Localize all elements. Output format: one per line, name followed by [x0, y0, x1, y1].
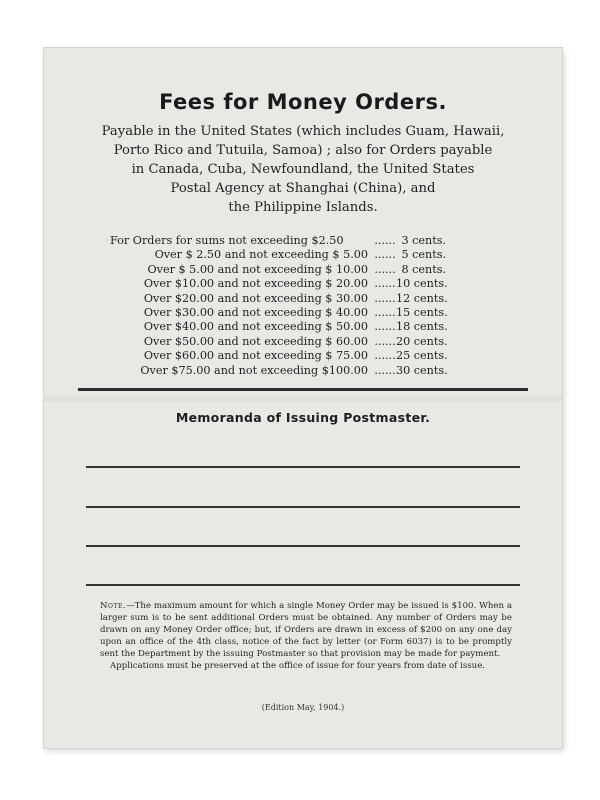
- paper-fold: [44, 393, 562, 405]
- fee-schedule: [110, 234, 460, 378]
- fee-row: [110, 364, 460, 378]
- fee-range: Over $ 5.00 and not exceeding $ 10.00: [147, 262, 368, 276]
- memo-writing-line: [86, 466, 520, 468]
- fee-range: Over $50.00 and not exceeding $ 60.00: [143, 334, 368, 348]
- money-order-form: [44, 48, 562, 748]
- fee-range: For Orders for sums not exceeding $2.50: [110, 234, 344, 247]
- page-title: Fees for Money Orders.: [159, 90, 447, 114]
- fee-amount: 15 cents.: [396, 306, 448, 320]
- fee-leader: ......: [374, 234, 396, 247]
- fee-amount: 12 cents.: [396, 291, 448, 305]
- fee-amount: 10 cents.: [396, 277, 448, 291]
- fee-range: Over $40.00 and not exceeding $ 50.00: [143, 320, 368, 334]
- fee-leader: ......: [374, 334, 396, 348]
- fee-leader: ......: [374, 306, 396, 320]
- fee-row: [110, 263, 460, 277]
- fee-row: [110, 335, 460, 349]
- fee-leader: ......: [374, 363, 396, 377]
- intro-line: in Canada, Cuba, Newfoundland, the United States: [131, 162, 475, 177]
- intro-line: the Philippine Islands.: [228, 200, 378, 215]
- fee-range: Over $60.00 and not exceeding $ 75.00: [143, 349, 368, 363]
- fee-row: [110, 277, 460, 291]
- memo-writing-line: [86, 584, 520, 586]
- fee-range: Over $ 2.50 and not exceeding $ 5.00: [154, 248, 368, 262]
- intro-paragraph: [74, 122, 532, 217]
- memo-writing-line: [86, 545, 520, 547]
- fee-amount: 8 cents.: [401, 262, 446, 276]
- edition-line: (Edition May, 1904.): [261, 703, 345, 712]
- fee-row: [110, 349, 460, 363]
- fee-amount: 20 cents.: [396, 334, 448, 348]
- fee-range: Over $75.00 and not exceeding $100.00: [140, 363, 368, 377]
- intro-line: Payable in the United States (which includes Guam, Hawaii,: [101, 124, 505, 139]
- fee-leader: ......: [374, 349, 396, 363]
- fee-amount: 25 cents.: [396, 349, 448, 363]
- memo-heading: Memoranda of Issuing Postmaster.: [175, 410, 431, 425]
- intro-line: Postal Agency at Shanghai (China), and: [170, 181, 436, 196]
- fee-range: Over $10.00 and not exceeding $ 20.00: [143, 277, 368, 291]
- fee-leader: ......: [374, 320, 396, 334]
- fee-amount: 3 cents.: [401, 234, 446, 247]
- note-paragraph: [100, 600, 512, 672]
- fee-row: [110, 306, 460, 320]
- section-divider: [78, 388, 528, 391]
- fee-row: [110, 320, 460, 334]
- note-applications: Applications must be preserved at the office of issue for four years from date of issue.: [110, 661, 486, 671]
- fee-amount: 5 cents.: [401, 248, 446, 262]
- note-heading: Note.: [100, 601, 127, 611]
- fee-leader: ......: [374, 262, 396, 276]
- fee-row: [110, 292, 460, 306]
- fee-amount: 18 cents.: [396, 320, 448, 334]
- memo-writing-line: [86, 506, 520, 508]
- fee-row: [110, 248, 460, 262]
- fee-range: Over $30.00 and not exceeding $ 40.00: [143, 306, 368, 320]
- fee-row: [110, 234, 460, 248]
- note-text: —The maximum amount for which a single Money Order may be issued is $100. When a larger sum is to be sent additional Orders must be obtained. Any number of Orders may be drawn on any Money Order office; but, if Orders are drawn in excess of $200 on any one day upon an office of the 4th class, notice of the fact by letter (or Form 6037) is to be promptly sent the Department by the issuing Postmaster so that provision may be made for payment.: [100, 601, 512, 659]
- fee-leader: ......: [374, 248, 396, 262]
- fee-amount: 30 cents.: [396, 363, 448, 377]
- intro-line: Porto Rico and Tutuila, Samoa) ; also for Orders payable: [113, 143, 493, 158]
- fee-leader: ......: [374, 277, 396, 291]
- fee-leader: ......: [374, 291, 396, 305]
- fee-range: Over $20.00 and not exceeding $ 30.00: [143, 291, 368, 305]
